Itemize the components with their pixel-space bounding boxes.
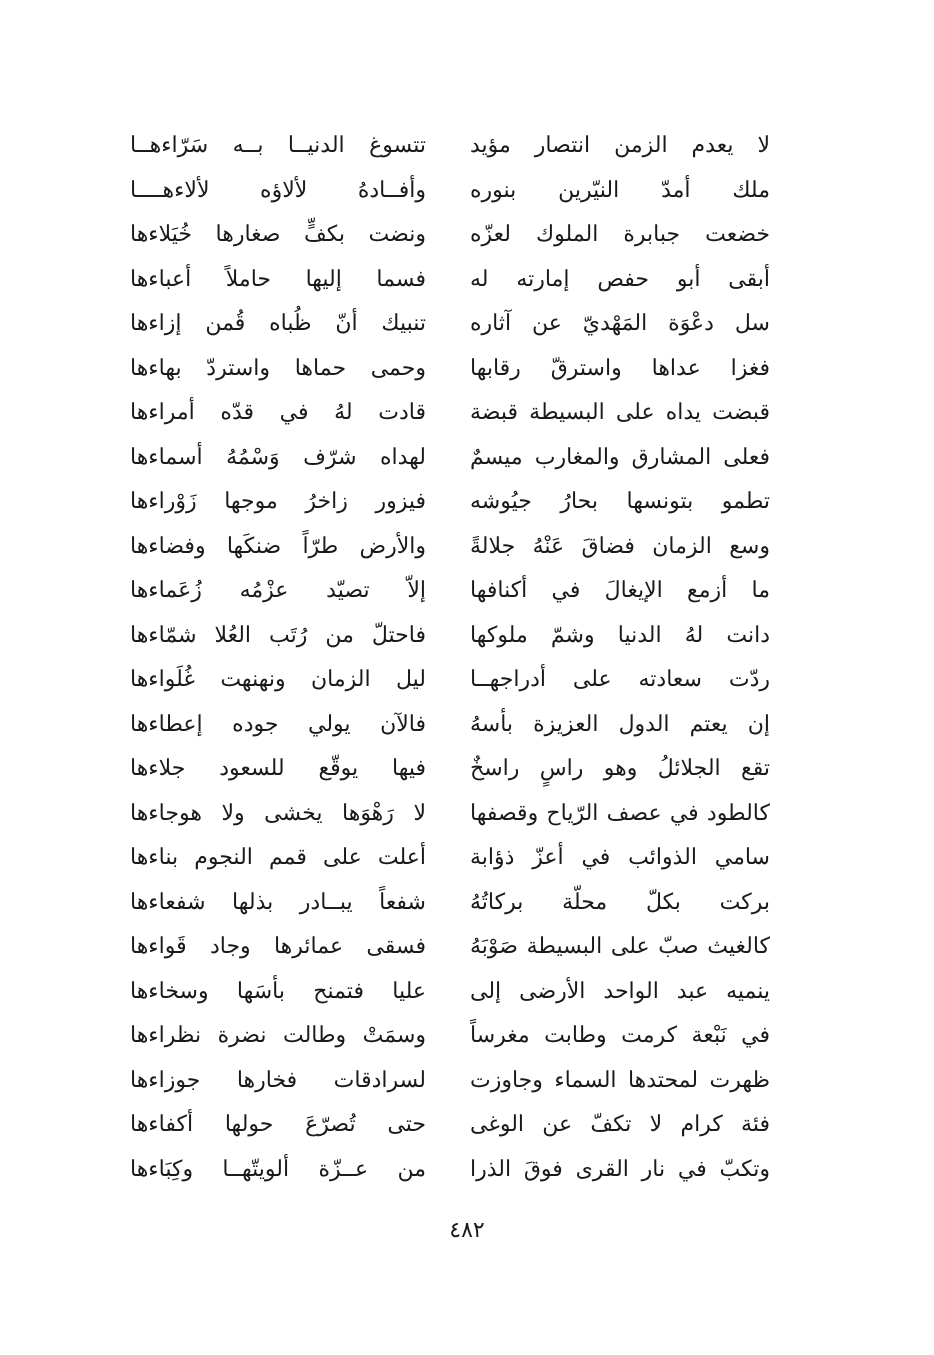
verse-first-hemistich: ردّت سعادته على أدراجهــا — [470, 667, 770, 692]
verse-first-hemistich: خضعت جبابرة الملوك لعزّه — [470, 222, 770, 247]
verse-first-hemistich: ظهرت لمحتدها السماء وجاوزت — [470, 1067, 770, 1093]
verse-first-hemistich: كالغيث صبّ على البسيطة صَوْبَهُ — [470, 934, 770, 959]
verse-second-hemistich: فيزور زاخرُ موجها زَوْراءها — [130, 489, 426, 514]
verse-second-hemistich: ليل الزمان ونهنهت غُلَواءها — [130, 667, 426, 692]
verse-second-hemistich: قادت لهُ في قدّه أمراءها — [130, 400, 426, 425]
verse-second-hemistich: شفعاً يبــادر بذلها شفعاءها — [130, 889, 426, 915]
verse-second-hemistich: إلاّ تصيّد عزْمُه زُعَماءها — [130, 578, 426, 603]
verse-second-hemistich: وسمَتْ وطالت نضرة نظراءها — [130, 1023, 426, 1048]
verse-second-hemistich: لسرادقات فخارها جوزاءها — [130, 1067, 426, 1093]
verse-first-hemistich: في نَبْعة كرمت وطابت مغرساً — [470, 1023, 770, 1048]
verse-second-hemistich: والأرض طرّاً ضنكَها وفضاءها — [130, 533, 426, 559]
verse-second-hemistich: فيها يوقّع للسعود جلاءها — [130, 756, 426, 781]
verse-first-hemistich: ملك أمدّ النيّرين بنوره — [470, 177, 770, 203]
verse-first-hemistich: كالطود في عصف الرّياح وقصفها — [470, 800, 770, 826]
verse-second-hemistich: فالآن يولي جوده إعطاءها — [130, 711, 426, 737]
verse-first-hemistich: أبقى أبو حفص إمارته له — [470, 266, 770, 292]
verse-first-hemistich: تقع الجلائلُ وهو راسٍ راسخٌ — [470, 756, 770, 781]
verse-first-hemistich: سامي الذوائب في أعزّ ذؤابة — [470, 845, 770, 870]
verse-first-hemistich: سل دعْوَة المَهْديّ عن آثاره — [470, 311, 770, 336]
verse-first-hemistich: ينميه عبد الواحد الأرضى إلى — [470, 978, 770, 1004]
verse-second-hemistich: لهداه شرّف وَسْمُهُ أسماءها — [130, 444, 426, 470]
verse-second-hemistich: ونضت بكفٍّ صغارها خُيَلاءها — [130, 222, 426, 247]
second-hemistich-column — [130, 124, 426, 1194]
poem-body — [130, 124, 770, 1194]
verse-first-hemistich: وتكبّ في نار القرى فوقَ الذرا — [470, 1156, 770, 1182]
verse-second-hemistich: لا رَهْوَها يخشى ولا هوجاءها — [130, 800, 426, 826]
verse-second-hemistich: عليا فتمنح بأسَها وسخاءها — [130, 978, 426, 1004]
page-number: ٤٨٢ — [449, 1218, 485, 1243]
verse-first-hemistich: لا يعدم الزمن انتصار مؤيد — [470, 133, 770, 158]
verse-second-hemistich: وحمى حماها واستردّ بهاءها — [130, 355, 426, 381]
verse-second-hemistich: فاحتلّ من رُتَب العُلا شمّاءها — [130, 622, 426, 648]
verse-first-hemistich: بركت بكلّ محلّة بركاتُهُ — [470, 889, 770, 915]
verse-first-hemistich: تطمو بتونسها بحارُ جيُوشه — [470, 489, 770, 514]
verse-first-hemistich: وسع الزمان فضاقَ عَنْهُ جلالةً — [470, 533, 770, 559]
verse-second-hemistich: فسما إليها حاملاً أعباءها — [130, 266, 426, 292]
verse-first-hemistich: ما أزمع الإيغالَ في أكنافها — [470, 578, 770, 603]
verse-second-hemistich: تنبيك أنّ ظُباه قُمن إزاءها — [130, 311, 426, 336]
verse-second-hemistich: من عــزّة ألويتّهــا وكِبَاءها — [130, 1156, 426, 1182]
verse-second-hemistich: تتسوغ الدنيــا بــه سَرّاءهــا — [130, 133, 426, 158]
verse-second-hemistich: وأفــادهُ لألاؤه لألاءهــــا — [130, 177, 426, 203]
verse-first-hemistich: فئة كرام لا تكفّ عن الوغى — [470, 1112, 770, 1137]
verse-first-hemistich: فعلى المشارق والمغارب ميسمٌ — [470, 444, 770, 470]
verse-second-hemistich: حتى تُصرّعَ حولها أكفاءها — [130, 1112, 426, 1137]
verse-first-hemistich: إن يعتم الدول العزيزة بأسهُ — [470, 711, 770, 737]
verse-second-hemistich: فسقى عمائرها وجاد قَواءها — [130, 934, 426, 959]
first-hemistich-column — [470, 124, 770, 1194]
verse-second-hemistich: أعلت على قمم النجوم بناءها — [130, 845, 426, 870]
verse-first-hemistich: فغزا عداها واسترقّ رقابها — [470, 355, 770, 381]
verse-first-hemistich: دانت لهُ الدنيا وشمّ ملوكها — [470, 622, 770, 648]
verse-first-hemistich: قبضت يداه على البسيطة قبضة — [470, 400, 770, 425]
